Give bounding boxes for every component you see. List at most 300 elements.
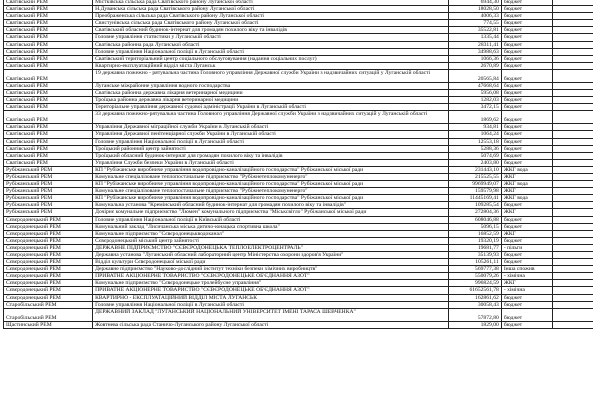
spacer-cell xyxy=(552,188,569,195)
organization-cell: Сватівський територіальний центр соціального обслуговування (надання соціальних послуг) xyxy=(93,55,449,62)
spacer-cell xyxy=(552,223,569,230)
amount-cell: 4006,33 xyxy=(448,13,501,20)
table-row xyxy=(4,294,594,301)
table-row xyxy=(4,82,594,89)
rem-cell: Сєвєродонецький РЕМ xyxy=(4,280,93,287)
spacer-cell xyxy=(569,287,593,294)
table-row xyxy=(4,266,594,273)
organization-cell: 33 державна пожежно-рятувальна частина Головного управління Державної служби України з надзвичайних ситуацій у Луганській області xyxy=(93,111,449,124)
spacer-cell xyxy=(569,152,593,159)
spacer-cell xyxy=(552,20,569,27)
rem-cell: Сєвєродонецький РЕМ xyxy=(4,230,93,237)
spacer-cell xyxy=(569,20,593,27)
source-cell: бюджет xyxy=(501,41,552,48)
table-row xyxy=(4,321,594,328)
spacer-cell xyxy=(569,111,593,124)
rem-cell: Сватівський РЕМ xyxy=(4,131,93,138)
spacer-cell xyxy=(552,90,569,97)
spacer-cell xyxy=(552,27,569,34)
spacer-cell xyxy=(552,244,569,251)
table-row xyxy=(4,34,594,41)
amount-cell: 5288,36 xyxy=(448,145,501,152)
spacer-cell xyxy=(552,252,569,259)
organization-cell: Територіальне управління державної судової адміністрації України в Луганській області xyxy=(93,104,449,111)
organization-cell: Головне управління Національної поліції в Луганській області xyxy=(93,301,449,308)
source-cell: бюджет xyxy=(501,97,552,104)
organization-cell: Комунальне спеціалізоване теплопостачальне підприємство "Рубіжнетеплокомуненерго" xyxy=(93,173,449,180)
rem-cell: Рубіжанський РЕМ xyxy=(4,195,93,202)
source-cell: Інша спожив xyxy=(501,266,552,273)
rem-cell: Сватівський РЕМ xyxy=(4,82,93,89)
amount-cell: 5956,08 xyxy=(448,90,501,97)
rem-cell: Сватівський РЕМ xyxy=(4,111,93,124)
amount-cell: 1064,24 xyxy=(448,131,501,138)
spacer-cell xyxy=(552,280,569,287)
amount-cell: 61652561,78 xyxy=(448,287,501,294)
source-cell: бюджет xyxy=(501,131,552,138)
amount-cell: 1066,36 xyxy=(448,55,501,62)
organization-cell: Троїцький районний центр зайнятості xyxy=(93,145,449,152)
rem-cell: Сватівський РЕМ xyxy=(4,138,93,145)
spacer-cell xyxy=(552,159,569,166)
spacer-cell xyxy=(569,97,593,104)
organization-cell: Головне управління Національної поліції в Луганській області xyxy=(93,138,449,145)
amount-cell: 35522,81 xyxy=(448,27,501,34)
amount-cell: 5096,15 xyxy=(448,223,501,230)
table-row xyxy=(4,90,594,97)
source-cell: бюджет xyxy=(501,223,552,230)
amount-cell: 35139,93 xyxy=(448,252,501,259)
source-cell: ЖКГ xyxy=(501,230,552,237)
table-row xyxy=(4,166,594,173)
source-cell: бюджет xyxy=(501,301,552,308)
spacer-cell xyxy=(552,181,569,188)
spacer-cell xyxy=(569,41,593,48)
source-cell: бюджет xyxy=(501,138,552,145)
spacer-cell xyxy=(552,237,569,244)
amount-cell: 3472,15 xyxy=(448,104,501,111)
spacer-cell xyxy=(569,166,593,173)
table-row xyxy=(4,104,594,111)
spacer-cell xyxy=(569,301,593,308)
organization-cell: Троїцька районна державна лікарня ветеринарної медицини xyxy=(93,97,449,104)
rem-cell: Рубіжанський РЕМ xyxy=(4,173,93,180)
rem-cell: Сватівський РЕМ xyxy=(4,27,93,34)
table-row xyxy=(4,216,594,223)
organization-cell: ПРИВАТНЕ АКЦІОНЕРНЕ ТОВАРИСТВО "СЄВЄРОДОНЕЦЬКЕ ОБ'ЄДНАННЯ АЗОТ" xyxy=(93,287,449,294)
spacer-cell xyxy=(569,195,593,202)
source-cell: бюджет xyxy=(501,124,552,131)
table-row xyxy=(4,308,594,321)
organization-cell: Головне управління статистики у Луганській області xyxy=(93,34,449,41)
spacer-cell xyxy=(552,195,569,202)
spacer-cell xyxy=(569,321,593,328)
rem-cell: Сєвєродонецький РЕМ xyxy=(4,252,93,259)
rem-cell: Сватівський РЕМ xyxy=(4,20,93,27)
source-cell: бюджет xyxy=(501,216,552,223)
table-row xyxy=(4,237,594,244)
rem-cell: Сєвєродонецький РЕМ xyxy=(4,266,93,273)
spacer-cell xyxy=(552,55,569,62)
amount-cell: 1869,62 xyxy=(448,111,501,124)
spacer-cell xyxy=(552,287,569,294)
amount-cell: 109285,54 xyxy=(448,202,501,209)
spacer-cell xyxy=(552,294,569,301)
spacer-cell xyxy=(552,131,569,138)
spacer-cell xyxy=(569,223,593,230)
spacer-cell xyxy=(552,273,569,280)
organization-cell: Луганське міжрайонне управління водного господарства xyxy=(93,82,449,89)
rem-cell: Сєвєродонецький РЕМ xyxy=(4,294,93,301)
source-cell: бюджет xyxy=(501,237,552,244)
spacer-cell xyxy=(552,6,569,13)
spacer-cell xyxy=(569,131,593,138)
rem-cell: Сватівський РЕМ xyxy=(4,97,93,104)
rem-cell: Рубіжанський РЕМ xyxy=(4,209,93,216)
table-row xyxy=(4,195,594,202)
table-row xyxy=(4,97,594,104)
spacer-cell xyxy=(552,166,569,173)
rem-cell: Сєвєродонецький РЕМ xyxy=(4,216,93,223)
table-row xyxy=(4,48,594,55)
spacer-cell xyxy=(569,188,593,195)
table-row xyxy=(4,152,594,159)
organization-cell: Містківська сільська рада Сватівського району Луганської області xyxy=(93,0,449,6)
amount-cell: 34988,63 xyxy=(448,48,501,55)
table-row xyxy=(4,223,594,230)
amount-cell: 996824,59 xyxy=(448,280,501,287)
table-row xyxy=(4,181,594,188)
source-cell: бюджет xyxy=(501,48,552,55)
amount-cell: 1829,00 xyxy=(448,321,501,328)
rem-cell: Сєвєродонецький РЕМ xyxy=(4,244,93,251)
spacer-cell xyxy=(569,62,593,69)
spacer-cell xyxy=(569,216,593,223)
source-cell: бюджет xyxy=(501,6,552,13)
amount-cell: 2403,80 xyxy=(448,159,501,166)
amount-cell: 159579,98 xyxy=(448,188,501,195)
organization-cell: Комунальний заклад "Лисичанська міська дитячо-юнацька спортивна школа" xyxy=(93,223,449,230)
amount-cell: 19320,19 xyxy=(448,237,501,244)
rem-cell: Сватівський РЕМ xyxy=(4,48,93,55)
organization-cell: Відділ культури Сєвєродонецької міської ради xyxy=(93,259,449,266)
spacer-cell xyxy=(552,124,569,131)
rem-cell: Рубіжанський РЕМ xyxy=(4,202,93,209)
rem-cell: Сватівський РЕМ xyxy=(4,124,93,131)
source-cell: бюджет xyxy=(501,34,552,41)
table-row xyxy=(4,230,594,237)
amount-cell: 1335,44 xyxy=(448,34,501,41)
organization-cell: Сватівська районна рада Луганської області xyxy=(93,41,449,48)
source-cell: бюджет xyxy=(501,202,552,209)
rem-cell: Щастинський РЕМ xyxy=(4,321,93,328)
rem-cell: Рубіжанський РЕМ xyxy=(4,188,93,195)
spacer-cell xyxy=(569,124,593,131)
source-cell: бюджет xyxy=(501,0,552,6)
spacer-cell xyxy=(552,308,569,321)
spacer-cell xyxy=(569,273,593,280)
spacer-cell xyxy=(569,82,593,89)
table-row xyxy=(4,252,594,259)
table-row xyxy=(4,202,594,209)
spacer-cell xyxy=(569,252,593,259)
spacer-cell xyxy=(569,280,593,287)
source-cell: бюджет xyxy=(501,27,552,34)
table-row xyxy=(4,55,594,62)
table-row xyxy=(4,20,594,27)
organization-cell: Н.Дуванська сільська рада Сватівського району Луганської області xyxy=(93,6,449,13)
spacer-cell xyxy=(569,34,593,41)
source-cell: ЖКГ xyxy=(501,173,552,180)
spacer-cell xyxy=(569,55,593,62)
spacer-cell xyxy=(552,321,569,328)
source-cell: бюджет xyxy=(501,62,552,69)
amount-cell: 20565,84 xyxy=(448,69,501,82)
spacer-cell xyxy=(569,69,593,82)
amount-cell: 774,55 xyxy=(448,20,501,27)
organization-cell: Комунальна установа "Кремінський обласний будинок-інтернат для громадян похилого віку та інвалідів" xyxy=(93,202,449,209)
rem-cell: Сватівський РЕМ xyxy=(4,104,93,111)
rem-cell: Сватівський РЕМ xyxy=(4,55,93,62)
table-row xyxy=(4,273,594,280)
spacer-cell xyxy=(552,104,569,111)
spacer-cell xyxy=(552,202,569,209)
rem-cell: Сєвєродонецький РЕМ xyxy=(4,287,93,294)
spacer-cell xyxy=(569,145,593,152)
source-cell: бюджет xyxy=(501,152,552,159)
spacer-cell xyxy=(569,159,593,166)
source-cell: бюджет xyxy=(501,69,552,82)
amount-cell: 934,81 xyxy=(448,124,501,131)
table-row xyxy=(4,287,594,294)
source-cell: бюджет xyxy=(501,294,552,301)
source-cell: бюджет xyxy=(501,82,552,89)
organization-cell: Управління Державної міграційної служби України в Луганській області xyxy=(93,124,449,131)
rem-cell: Сватівський РЕМ xyxy=(4,0,93,6)
table-row xyxy=(4,27,594,34)
table-row xyxy=(4,41,594,48)
organization-cell: КВАРТИРНО - ЕКСПЛУАТАЦІЙНИЙ ВІДДІЛ МІСТА ЛУГАНСЬК xyxy=(93,294,449,301)
rem-cell: Сєвєродонецький РЕМ xyxy=(4,237,93,244)
spacer-cell xyxy=(569,48,593,55)
amount-cell: 47668,64 xyxy=(448,82,501,89)
organization-cell: Сватівська районна державна лікарня ветеринарної медицини xyxy=(93,90,449,97)
rem-cell: Сватівський РЕМ xyxy=(4,152,93,159)
spacer-cell xyxy=(552,209,569,216)
spacer-cell xyxy=(569,138,593,145)
organization-cell: Державне підприємство "Науково-дослідний інститут техніки безпеки хімічних виробництв" xyxy=(93,266,449,273)
source-cell: бюджет xyxy=(501,259,552,266)
table-row xyxy=(4,13,594,20)
spacer-cell xyxy=(552,34,569,41)
source-cell: бюджет xyxy=(501,90,552,97)
amount-cell: 11445169,41 xyxy=(448,195,501,202)
organization-cell: Управління Служби безпеки України в Луганській області xyxy=(93,159,449,166)
amount-cell: 9969949,07 xyxy=(448,181,501,188)
spacer-cell xyxy=(569,181,593,188)
table-row xyxy=(4,244,594,251)
source-cell: бюджет xyxy=(501,104,552,111)
spacer-cell xyxy=(552,216,569,223)
source-cell: - хімічна xyxy=(501,287,552,294)
source-cell: бюджет xyxy=(501,20,552,27)
table-row xyxy=(4,188,594,195)
source-cell: бюджет xyxy=(501,145,552,152)
spacer-cell xyxy=(569,173,593,180)
organization-cell: Комунальне підприємство "Сєвєродонецькводоканал" xyxy=(93,230,449,237)
spacer-cell xyxy=(552,266,569,273)
source-cell: бюджет xyxy=(501,321,552,328)
rem-cell: Рубіжанський РЕМ xyxy=(4,166,93,173)
amount-cell: 18028,50 xyxy=(448,6,501,13)
spacer-cell xyxy=(552,69,569,82)
table-row xyxy=(4,62,594,69)
spacer-cell xyxy=(552,41,569,48)
rem-cell: Сватівський РЕМ xyxy=(4,159,93,166)
spacer-cell xyxy=(569,13,593,20)
spacer-cell xyxy=(569,104,593,111)
organization-cell: Комунальне підприємство "Сєвєродонецьке тролейбусне управління" xyxy=(93,280,449,287)
table-row xyxy=(4,159,594,166)
table-row xyxy=(4,280,594,287)
rem-cell: Старобільський РЕМ xyxy=(4,301,93,308)
table-row xyxy=(4,145,594,152)
source-cell: бюджет xyxy=(501,252,552,259)
spacer-cell xyxy=(569,209,593,216)
amount-cell: 105261,11 xyxy=(448,259,501,266)
source-cell: бюджет xyxy=(501,111,552,124)
source-cell: бюджет xyxy=(501,13,552,20)
spacer-cell xyxy=(552,230,569,237)
table-row xyxy=(4,6,594,13)
amount-cell: 57872,80 xyxy=(448,308,501,321)
spacer-cell xyxy=(569,27,593,34)
spacer-cell xyxy=(569,259,593,266)
amount-cell: 569777,38 xyxy=(448,266,501,273)
amount-cell: 550079,26 xyxy=(448,273,501,280)
organization-cell: Сєвєродонецький міський центр зайнятості xyxy=(93,237,449,244)
organization-cell: ПРИВАТНЕ АКЦІОНЕРНЕ ТОВАРИСТВО "СЄВЄРОДОНЕЦЬКЕ ОБ'ЄДНАННЯ АЗОТ" xyxy=(93,273,449,280)
spacer-cell xyxy=(552,152,569,159)
organization-cell: Головне управління Національної поліції в Луганській області xyxy=(93,48,449,55)
source-cell: - хімічна xyxy=(501,273,552,280)
table-row xyxy=(4,124,594,131)
source-cell: ЖКГ вода xyxy=(501,166,552,173)
amount-cell: 12553,18 xyxy=(448,138,501,145)
amount-cell: 16852,59 xyxy=(448,230,501,237)
rem-cell: Сватівський РЕМ xyxy=(4,145,93,152)
amount-cell: 608046,88 xyxy=(448,216,501,223)
organization-cell: Преображенська сільська рада Сватівського району Луганської області xyxy=(93,13,449,20)
amount-cell: 215525,55 xyxy=(448,173,501,180)
table-row xyxy=(4,209,594,216)
organization-cell: Квартирно-експлуатаційний відділ міста Луганськ xyxy=(93,62,449,69)
rem-cell: Сватівський РЕМ xyxy=(4,6,93,13)
rem-cell: Рубіжанський РЕМ xyxy=(4,181,93,188)
spacer-cell xyxy=(552,259,569,266)
spacer-cell xyxy=(552,138,569,145)
debt-table-body xyxy=(4,0,594,328)
amount-cell: 1282,03 xyxy=(448,97,501,104)
amount-cell: 5074,69 xyxy=(448,152,501,159)
table-row xyxy=(4,259,594,266)
rem-cell: Сєвєродонецький РЕМ xyxy=(4,223,93,230)
amount-cell: 19681,77 xyxy=(448,244,501,251)
organization-cell: КП "Рубіжанське виробниче управління водопровідно-каналізаційного господарства" Рубіжанської міської ради xyxy=(93,181,449,188)
spacer-cell xyxy=(569,6,593,13)
source-cell: ЖКГ вода xyxy=(501,195,552,202)
source-cell: - пільги xyxy=(501,244,552,251)
amount-cell: 162861,62 xyxy=(448,294,501,301)
spacer-cell xyxy=(552,111,569,124)
spacer-cell xyxy=(569,90,593,97)
organization-cell: 19 державна пожежно - рятувальна частина Головного управління Державної служби України з надзвичайних ситуацій у Луганській області xyxy=(93,69,449,82)
organization-cell: Сватівський обласний будинок-інтернат для громадян похилого віку та інвалідів xyxy=(93,27,449,34)
spacer-cell xyxy=(552,13,569,20)
source-cell: ЖКГ xyxy=(501,188,552,195)
rem-cell: Сєвєродонецький РЕМ xyxy=(4,259,93,266)
organization-cell: ДЕРЖАВНИЙ ЗАКЛАД "ЛУГАНСЬКИЙ НАЦІОНАЛЬНИЙ УНІВЕРСИТЕТ ІМЕНІ ТАРАСА ШЕВЧЕНКА" xyxy=(93,308,449,321)
rem-cell: Сєвєродонецький РЕМ xyxy=(4,273,93,280)
spacer-cell xyxy=(569,237,593,244)
organization-cell: Комунальне спеціалізоване теплопостачальне підприємство "Рубіжнетеплокомуненерго" xyxy=(93,188,449,195)
organization-cell: Головне управління Національної поліції в Київській області xyxy=(93,216,449,223)
table-row xyxy=(4,131,594,138)
spacer-cell xyxy=(569,266,593,273)
rem-cell: Старобільський РЕМ xyxy=(4,308,93,321)
source-cell: ЖКГ xyxy=(501,280,552,287)
spacer-cell xyxy=(552,82,569,89)
rem-cell: Сватівський РЕМ xyxy=(4,34,93,41)
amount-cell: 30058,43 xyxy=(448,301,501,308)
amount-cell: 6944,30 xyxy=(448,0,501,6)
spacer-cell xyxy=(552,301,569,308)
organization-cell: Управління Державної пенітенціарної служби України в Луганській області xyxy=(93,131,449,138)
source-cell: ЖКГ xyxy=(501,209,552,216)
source-cell: бюджет xyxy=(501,308,552,321)
spacer-cell xyxy=(569,294,593,301)
table-row xyxy=(4,69,594,82)
source-cell: бюджет xyxy=(501,159,552,166)
rem-cell: Сватівський РЕМ xyxy=(4,41,93,48)
spacer-cell xyxy=(552,173,569,180)
spacer-cell xyxy=(569,202,593,209)
rem-cell: Сватівський РЕМ xyxy=(4,62,93,69)
table-row xyxy=(4,111,594,124)
rem-cell: Сватівський РЕМ xyxy=(4,90,93,97)
amount-cell: 272804,36 xyxy=(448,209,501,216)
spacer-cell xyxy=(552,97,569,104)
spacer-cell xyxy=(552,48,569,55)
organization-cell: Дочірнє комунальне підприємство "Люмен" комунального підприємства "Міськсвітло" Рубіжанської міської ради xyxy=(93,209,449,216)
amount-cell: 231443,10 xyxy=(448,166,501,173)
table-row xyxy=(4,138,594,145)
organization-cell: КП "Рубіжанське виробниче управління водопровідно-каналізаційного господарства" Рубіжанської міської ради xyxy=(93,195,449,202)
organization-cell: Жовтнева сільська рада Станичо-Луганського району Луганської області xyxy=(93,321,449,328)
source-cell: бюджет xyxy=(501,55,552,62)
rem-cell: Сватівський РЕМ xyxy=(4,69,93,82)
rem-cell: Сватівський РЕМ xyxy=(4,13,93,20)
source-cell: ЖКГ вода xyxy=(501,181,552,188)
spacer-cell xyxy=(552,145,569,152)
spacer-cell xyxy=(569,230,593,237)
spacer-cell xyxy=(569,244,593,251)
organization-cell: ДЕРЖАВНЕ ПІДПРИЄМСТВО "СЄВЄРОДОНЕЦЬКА ТЕПЛОЕЛЕКТРОЦЕНТРАЛЬ" xyxy=(93,244,449,251)
spacer-cell xyxy=(569,308,593,321)
organization-cell: Свистунівська сільська рада Сватівського району Луганської області xyxy=(93,20,449,27)
organization-cell: Державна установа "Луганський обласний лабораторний центр Міністерства охорони здоров'я України" xyxy=(93,252,449,259)
debt-table xyxy=(3,0,593,329)
